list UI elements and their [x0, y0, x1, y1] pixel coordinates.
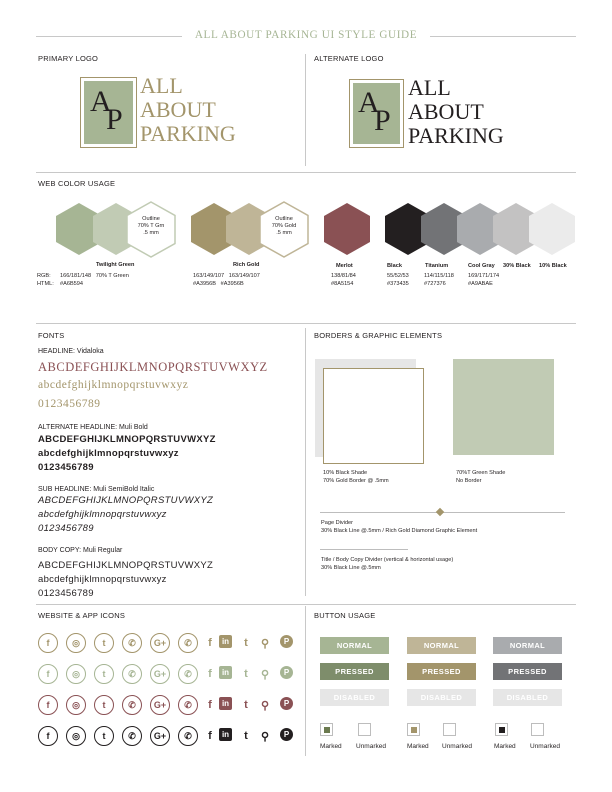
section-rule-fonts — [36, 323, 576, 324]
primary-logo-label: PRIMARY LOGO — [38, 54, 99, 63]
pressed-button-gray[interactable]: PRESSED — [493, 663, 562, 680]
title-divider-line — [320, 549, 408, 550]
alt-headline-font-label: ALTERNATE HEADLINE: Muli Bold — [38, 424, 148, 431]
headline-uppercase: ABCDEFGHIJKLMNOPQRSTUVWXYZ — [38, 360, 268, 374]
instagram-icon[interactable]: ◎ — [66, 664, 86, 684]
pressed-button-green[interactable]: PRESSED — [320, 663, 389, 680]
green-shade-box — [453, 359, 554, 455]
twitter-small-icon[interactable]: t — [244, 668, 248, 680]
phone-icon[interactable]: ✆ — [178, 633, 198, 653]
title-divider-caption-line1: Title / Body Copy Divider (vertical & horizontal usage) — [321, 557, 454, 563]
alt-headline-lowercase: abcdefghijklmnopqrstuvwxyz — [38, 448, 179, 459]
facebook-small-icon[interactable]: f — [208, 699, 212, 711]
icons-divider — [305, 606, 306, 756]
alt-logo-word-about: ABOUT — [408, 99, 484, 124]
logo-word-parking: PARKING — [140, 121, 236, 146]
logo-word-about: ABOUT — [140, 97, 216, 122]
google-plus-icon[interactable]: G+ — [150, 726, 170, 746]
instagram-icon[interactable]: ◎ — [66, 726, 86, 746]
html-titanium: #727376 — [424, 281, 446, 287]
page-title: ALL ABOUT PARKING UI STYLE GUIDE — [194, 29, 418, 41]
twitter-small-icon[interactable]: t — [244, 637, 248, 649]
box1-caption-line2: 70% Gold Border @ .5mm — [323, 478, 389, 484]
sub-headline-digits: 0123456789 — [38, 523, 94, 534]
marked-label-gold: Marked — [407, 743, 429, 750]
whatsapp-icon[interactable]: ✆ — [122, 633, 142, 653]
normal-button-green[interactable]: NORMAL — [320, 637, 389, 654]
checkbox-unmarked-green[interactable] — [358, 723, 371, 736]
body-copy-uppercase: ABCDEFGHIJKLMNOPQRSTUVWXYZ — [38, 560, 214, 571]
box1-caption-line1: 10% Black Shade — [323, 470, 368, 476]
parking-icon[interactable]: P — [280, 697, 293, 710]
google-plus-icon[interactable]: G+ — [150, 695, 170, 715]
facebook-icon[interactable]: f — [38, 664, 58, 684]
checkbox-mark-gold — [411, 727, 417, 733]
parking-icon[interactable]: P — [280, 728, 293, 741]
alt-logo-letter-a: A — [358, 86, 380, 119]
disabled-button-gray[interactable]: DISABLED — [493, 689, 562, 706]
alternate-logo-wordmark — [408, 76, 504, 148]
page-divider-caption-line2: 30% Black Line @.5mm / Rich Gold Diamond Graphic Element — [321, 528, 478, 534]
sub-headline-font-label: SUB HEADLINE: Muli SemiBold Italic — [38, 486, 155, 493]
fonts-label: FONTS — [38, 331, 65, 340]
phone-icon[interactable]: ✆ — [178, 664, 198, 684]
normal-button-gold[interactable]: NORMAL — [407, 637, 476, 654]
google-plus-icon[interactable]: G+ — [150, 633, 170, 653]
headline-digits: 0123456789 — [38, 398, 101, 410]
swatch-name-rich-gold: Rich Gold — [233, 262, 260, 268]
disabled-button-gold[interactable]: DISABLED — [407, 689, 476, 706]
alternate-logo-monogram — [349, 79, 404, 148]
html-cool-gray: #A9ABAE — [468, 281, 493, 287]
twitter-small-icon[interactable]: t — [244, 699, 248, 711]
swatch-name-twilight-green: Twilight Green — [96, 262, 135, 268]
gold-border-box — [323, 368, 424, 464]
checkbox-unmarked-gold[interactable] — [443, 723, 456, 736]
location-pin-icon[interactable]: ⚲ — [260, 668, 270, 681]
marked-label-gray: Marked — [494, 743, 516, 750]
pressed-button-gold[interactable]: PRESSED — [407, 663, 476, 680]
disabled-button-green[interactable]: DISABLED — [320, 689, 389, 706]
alt-logo-word-parking: PARKING — [408, 123, 504, 148]
twitter-icon[interactable]: t — [94, 695, 114, 715]
checkbox-marked-gold[interactable] — [407, 723, 420, 736]
marked-label-green: Marked — [320, 743, 342, 750]
rgb-twilight-green: 166/181/148 70% T Green — [60, 273, 129, 279]
rgb-merlot: 138/81/84 — [331, 273, 356, 279]
logo-divider — [305, 54, 306, 166]
alt-logo-word-all: ALL — [408, 75, 451, 100]
swatch-name-black: Black — [387, 263, 402, 269]
html-twilight-green: #A6B594 — [60, 281, 84, 287]
sub-headline-lowercase: abcdefghijklmnopqrstuvwxyz — [38, 509, 167, 520]
checkbox-marked-gray[interactable] — [495, 723, 508, 736]
swatch-name-titanium: Titanium — [425, 263, 449, 269]
swatch-name-10-black: 10% Black — [539, 263, 567, 269]
rgb-rich-gold: 163/149/107 163/149/107 — [193, 273, 260, 279]
parking-icon[interactable]: P — [280, 666, 293, 679]
phone-icon[interactable]: ✆ — [178, 726, 198, 746]
rgb-cool-gray: 169/171/174 — [468, 273, 500, 279]
headline-font-label: HEADLINE: Vidaloka — [38, 348, 104, 355]
primary-logo-monogram — [80, 77, 137, 148]
checkbox-marked-green[interactable] — [320, 723, 333, 736]
swatch-name-merlot: Merlot — [336, 263, 353, 269]
facebook-icon[interactable]: f — [38, 633, 58, 653]
logo-letter-a: A — [90, 85, 112, 118]
linkedin-icon[interactable]: in — [219, 697, 232, 710]
title-divider-caption-line2: 30% Black Line @.5mm — [321, 565, 381, 571]
normal-button-gray[interactable]: NORMAL — [493, 637, 562, 654]
google-plus-icon[interactable]: G+ — [150, 664, 170, 684]
logo-letter-p: P — [106, 103, 123, 136]
outline-green-note: Outline 70% T Grn .5 mm — [137, 216, 165, 236]
body-copy-font-label: BODY COPY: Muli Regular — [38, 547, 123, 554]
web-color-label: WEB COLOR USAGE — [38, 179, 116, 188]
primary-logo-wordmark — [140, 74, 236, 146]
facebook-small-icon[interactable]: f — [208, 637, 212, 649]
box2-caption-line2: No Border — [456, 478, 482, 484]
instagram-icon[interactable]: ◎ — [66, 695, 86, 715]
location-pin-icon[interactable]: ⚲ — [260, 730, 270, 743]
rgb-titanium: 114/115/118 — [424, 273, 454, 279]
checkbox-mark-green — [324, 727, 330, 733]
twitter-icon[interactable]: t — [94, 633, 114, 653]
buttons-label: BUTTON USAGE — [314, 611, 376, 620]
body-copy-lowercase: abcdefghijklmnopqrstuvwxyz — [38, 574, 167, 585]
swatch-name-30-black: 30% Black — [503, 263, 531, 269]
html-merlot: #8A5154 — [331, 281, 354, 287]
linkedin-icon[interactable]: in — [219, 666, 232, 679]
page-divider-caption-line1: Page Divider — [321, 520, 354, 526]
box2-caption-line1: 70%T Green Shade — [456, 470, 506, 476]
whatsapp-icon[interactable]: ✆ — [122, 695, 142, 715]
unmarked-label-gray: Unmarked — [530, 743, 560, 750]
icons-label: WEBSITE & APP ICONS — [38, 611, 126, 620]
facebook-icon[interactable]: f — [38, 726, 58, 746]
rgb-label: RGB: — [37, 273, 51, 279]
location-pin-icon[interactable]: ⚲ — [260, 637, 270, 650]
headline-lowercase: abcdefghijklmnopqrstuvwxyz — [38, 379, 189, 391]
alt-headline-uppercase: ABCDEFGHIJKLMNOPQRSTUVWXYZ — [38, 434, 216, 445]
unmarked-label-gold: Unmarked — [442, 743, 472, 750]
phone-icon[interactable]: ✆ — [178, 695, 198, 715]
swatch-merlot — [324, 203, 370, 255]
facebook-icon[interactable]: f — [38, 695, 58, 715]
body-copy-digits: 0123456789 — [38, 588, 94, 599]
rgb-black: 55/52/53 — [387, 273, 409, 279]
section-rule-icons — [36, 604, 576, 605]
checkbox-unmarked-gray[interactable] — [531, 723, 544, 736]
twitter-icon[interactable]: t — [94, 726, 114, 746]
parking-icon[interactable]: P — [280, 635, 293, 648]
facebook-small-icon[interactable]: f — [208, 668, 212, 680]
whatsapp-icon[interactable]: ✆ — [122, 664, 142, 684]
section-rule-colors — [36, 172, 576, 173]
alternate-logo-label: ALTERNATE LOGO — [314, 54, 384, 63]
twitter-icon[interactable]: t — [94, 664, 114, 684]
location-pin-icon[interactable]: ⚲ — [260, 699, 270, 712]
twitter-small-icon[interactable]: t — [244, 730, 248, 742]
outline-gold-note: Outline 70% Gold .5 mm — [271, 216, 297, 236]
borders-label: BORDERS & GRAPHIC ELEMENTS — [314, 331, 443, 340]
swatch-10-black — [529, 203, 575, 255]
linkedin-icon[interactable]: in — [219, 728, 232, 741]
facebook-small-icon[interactable]: f — [208, 730, 212, 742]
instagram-icon[interactable]: ◎ — [66, 633, 86, 653]
alt-headline-digits: 0123456789 — [38, 462, 94, 473]
swatch-name-cool-gray: Cool Gray — [468, 263, 495, 269]
checkbox-mark-gray — [499, 727, 505, 733]
logo-word-all: ALL — [140, 73, 183, 98]
gold-diamond-element — [436, 508, 444, 516]
whatsapp-icon[interactable]: ✆ — [122, 726, 142, 746]
html-black: #373435 — [387, 281, 409, 287]
sub-headline-uppercase: ABCDEFGHIJKLMNOPQRSTUVWXYZ — [38, 495, 214, 506]
html-rich-gold: #A3956B #A3956B — [193, 281, 244, 287]
html-label: HTML: — [37, 281, 54, 287]
fonts-divider — [305, 328, 306, 596]
unmarked-label-green: Unmarked — [356, 743, 386, 750]
linkedin-icon[interactable]: in — [219, 635, 232, 648]
alt-logo-letter-p: P — [374, 104, 391, 137]
title-rule-right — [430, 36, 576, 37]
title-rule-left — [36, 36, 182, 37]
